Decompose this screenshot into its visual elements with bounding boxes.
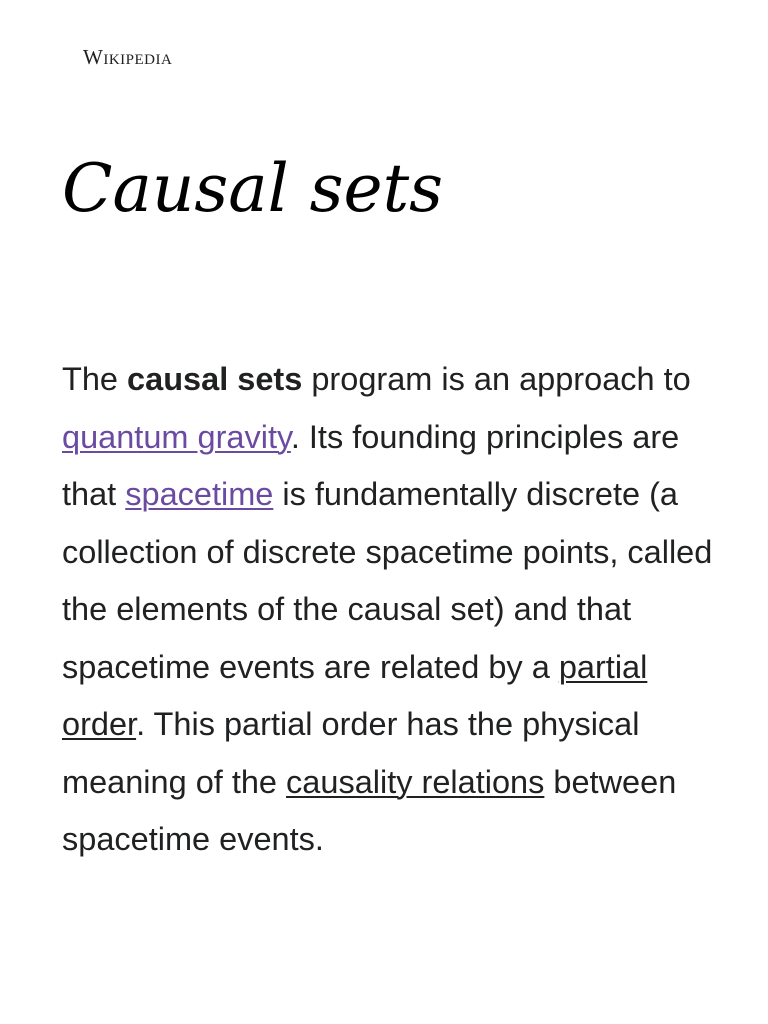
lead-text: . This partial order has the physical meaning of the xyxy=(62,706,640,800)
lead-text: The xyxy=(62,361,128,397)
link-causality-relations[interactable]: causality relations xyxy=(286,763,545,800)
lead-text: program is an approach to xyxy=(302,361,691,397)
link-partial-order[interactable]: partial order xyxy=(62,648,648,742)
site-header xyxy=(83,40,172,74)
link-quantum-gravity[interactable]: quantum gravity xyxy=(62,418,291,455)
article-lead-paragraph xyxy=(62,351,722,869)
lead-text: . Its founding principles are that xyxy=(62,418,680,512)
lead-text: is fundamentally discrete (a collection of discrete spacetime points, called the elements of the causal set) and that spacetime events are related by a xyxy=(62,476,713,685)
bold-term-causal-sets: causal sets xyxy=(127,361,303,397)
wikipedia-wordmark-link[interactable]: Wikipedia xyxy=(83,44,173,69)
lead-text: between spacetime events. xyxy=(62,763,677,857)
page-title: Causal sets xyxy=(62,150,443,227)
link-spacetime[interactable]: spacetime xyxy=(125,476,274,512)
